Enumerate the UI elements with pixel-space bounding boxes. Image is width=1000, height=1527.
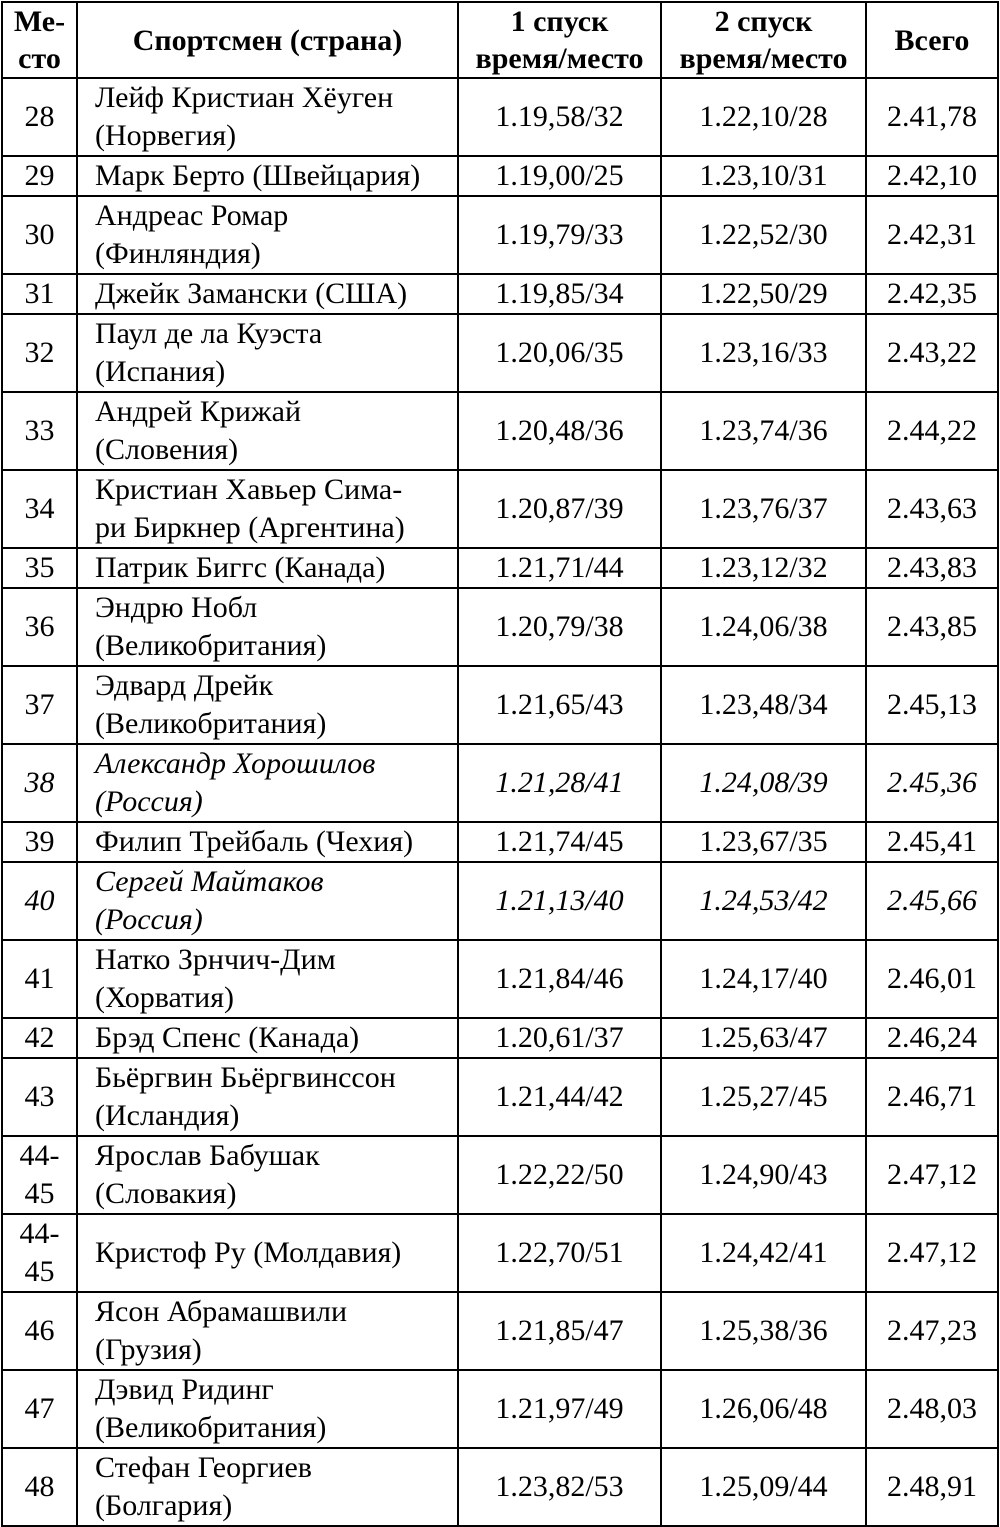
athlete-cell bbox=[77, 314, 458, 392]
athlete-name-line: Натко Зрнчич-Дим bbox=[95, 943, 336, 976]
athlete-cell bbox=[77, 392, 458, 470]
table-row bbox=[2, 156, 998, 196]
total-cell: 2.45,36 bbox=[866, 744, 998, 822]
athlete-name-line: (Россия) bbox=[95, 785, 203, 818]
run2-cell: 1.25,38/36 bbox=[661, 1292, 866, 1370]
athlete-cell bbox=[77, 548, 458, 588]
table-row bbox=[2, 392, 998, 470]
athlete-cell bbox=[77, 1448, 458, 1526]
run2-cell: 1.24,17/40 bbox=[661, 940, 866, 1018]
athlete-name-line: Патрик Биггс (Канада) bbox=[95, 551, 386, 584]
total-cell: 2.46,01 bbox=[866, 940, 998, 1018]
place-cell bbox=[2, 940, 77, 1018]
athlete-name-line: (Финляндия) bbox=[95, 237, 261, 270]
table-row bbox=[2, 1448, 998, 1526]
place-cell bbox=[2, 1370, 77, 1448]
total-cell: 2.46,71 bbox=[866, 1058, 998, 1136]
place-line: 32 bbox=[24, 336, 55, 369]
run2-cell: 1.24,42/41 bbox=[661, 1214, 866, 1292]
run1-cell: 1.19,58/32 bbox=[458, 78, 661, 156]
total-cell: 2.41,78 bbox=[866, 78, 998, 156]
athlete-cell bbox=[77, 666, 458, 744]
athlete-name-line: Сергей Майтаков bbox=[95, 865, 324, 898]
athlete-cell bbox=[77, 156, 458, 196]
athlete-name-line: Александр Хорошилов bbox=[95, 747, 376, 780]
athlete-name-line: Лейф Кристиан Хёуген bbox=[95, 81, 394, 114]
run2-cell: 1.24,90/43 bbox=[661, 1136, 866, 1214]
place-line: 36 bbox=[24, 610, 55, 643]
athlete-cell bbox=[77, 1058, 458, 1136]
place-line: 39 bbox=[24, 825, 55, 858]
run2-cell: 1.23,67/35 bbox=[661, 822, 866, 862]
place-line: 43 bbox=[24, 1080, 55, 1113]
header-run2 bbox=[661, 2, 866, 78]
place-line: 44- bbox=[19, 1139, 60, 1172]
total-cell: 2.42,35 bbox=[866, 274, 998, 314]
table-row bbox=[2, 274, 998, 314]
athlete-name-line: Паул де ла Куэста bbox=[95, 317, 323, 350]
run1-cell: 1.20,87/39 bbox=[458, 470, 661, 548]
place-cell bbox=[2, 78, 77, 156]
athlete-cell bbox=[77, 940, 458, 1018]
athlete-cell bbox=[77, 822, 458, 862]
place-cell bbox=[2, 862, 77, 940]
run2-cell: 1.23,48/34 bbox=[661, 666, 866, 744]
total-cell: 2.42,31 bbox=[866, 196, 998, 274]
athlete-name-line: (Грузия) bbox=[95, 1333, 202, 1366]
place-cell bbox=[2, 822, 77, 862]
table-row bbox=[2, 1136, 998, 1214]
place-line: 30 bbox=[24, 218, 55, 251]
place-line: 41 bbox=[24, 962, 55, 995]
place-line: 47 bbox=[24, 1392, 55, 1425]
place-cell bbox=[2, 1214, 77, 1292]
table-row bbox=[2, 940, 998, 1018]
athlete-cell bbox=[77, 1370, 458, 1448]
athlete-cell bbox=[77, 588, 458, 666]
place-line: 29 bbox=[24, 159, 55, 192]
total-cell: 2.43,85 bbox=[866, 588, 998, 666]
athlete-name-line: ри Биркнер (Аргентина) bbox=[95, 511, 405, 544]
athlete-name-line: (Великобритания) bbox=[95, 1411, 327, 1444]
place-line: 46 bbox=[24, 1314, 55, 1347]
header-athlete: Спортсмен (страна) bbox=[77, 2, 458, 78]
table-row bbox=[2, 822, 998, 862]
athlete-cell bbox=[77, 196, 458, 274]
run2-cell: 1.26,06/48 bbox=[661, 1370, 866, 1448]
table-row bbox=[2, 1214, 998, 1292]
total-cell: 2.48,91 bbox=[866, 1448, 998, 1526]
place-cell bbox=[2, 588, 77, 666]
total-cell: 2.43,63 bbox=[866, 470, 998, 548]
table-row bbox=[2, 314, 998, 392]
run2-cell: 1.23,16/33 bbox=[661, 314, 866, 392]
total-cell: 2.45,41 bbox=[866, 822, 998, 862]
athlete-name-line: Эндрю Нобл bbox=[95, 591, 258, 624]
place-line: 48 bbox=[24, 1470, 55, 1503]
run2-cell: 1.23,74/36 bbox=[661, 392, 866, 470]
run1-cell: 1.21,28/41 bbox=[458, 744, 661, 822]
place-line: 33 bbox=[24, 414, 55, 447]
place-cell bbox=[2, 1136, 77, 1214]
place-line: 45 bbox=[24, 1177, 55, 1210]
place-cell bbox=[2, 1018, 77, 1058]
athlete-cell bbox=[77, 78, 458, 156]
place-line: 37 bbox=[24, 688, 55, 721]
run1-cell: 1.21,71/44 bbox=[458, 548, 661, 588]
athlete-name-line: (Хорватия) bbox=[95, 981, 235, 1014]
run2-cell: 1.23,76/37 bbox=[661, 470, 866, 548]
place-cell bbox=[2, 196, 77, 274]
run1-cell: 1.20,61/37 bbox=[458, 1018, 661, 1058]
place-cell bbox=[2, 548, 77, 588]
header-run1-line-2: время/место bbox=[475, 42, 644, 75]
table-row bbox=[2, 196, 998, 274]
run2-cell: 1.23,10/31 bbox=[661, 156, 866, 196]
header-run1-line-1: 1 спуск bbox=[510, 5, 609, 38]
header-run2-line-2: время/место bbox=[679, 42, 848, 75]
run1-cell: 1.21,13/40 bbox=[458, 862, 661, 940]
header-run2-line-1: 2 спуск bbox=[714, 5, 813, 38]
run2-cell: 1.23,12/32 bbox=[661, 548, 866, 588]
header-place bbox=[2, 2, 77, 78]
total-cell: 2.47,12 bbox=[866, 1136, 998, 1214]
total-cell: 2.47,12 bbox=[866, 1214, 998, 1292]
total-cell: 2.47,23 bbox=[866, 1292, 998, 1370]
place-cell bbox=[2, 666, 77, 744]
athlete-name-line: Ясон Абрамашвили bbox=[95, 1295, 348, 1328]
results-table bbox=[1, 1, 999, 1527]
run1-cell: 1.19,85/34 bbox=[458, 274, 661, 314]
run1-cell: 1.21,84/46 bbox=[458, 940, 661, 1018]
athlete-name-line: (Испания) bbox=[95, 355, 226, 388]
athlete-name-line: Дэвид Ридинг bbox=[95, 1373, 274, 1406]
athlete-name-line: Бьёргвин Бьёргвинссон bbox=[95, 1061, 396, 1094]
total-cell: 2.43,22 bbox=[866, 314, 998, 392]
athlete-cell bbox=[77, 862, 458, 940]
total-cell: 2.46,24 bbox=[866, 1018, 998, 1058]
table-row bbox=[2, 1018, 998, 1058]
place-line: 44- bbox=[19, 1217, 60, 1250]
table-row bbox=[2, 1292, 998, 1370]
header-place-line-2: сто bbox=[18, 42, 61, 75]
place-line: 45 bbox=[24, 1255, 55, 1288]
table-row bbox=[2, 588, 998, 666]
run1-cell: 1.21,74/45 bbox=[458, 822, 661, 862]
table-row bbox=[2, 1058, 998, 1136]
place-cell bbox=[2, 1058, 77, 1136]
run2-cell: 1.25,63/47 bbox=[661, 1018, 866, 1058]
athlete-name-line: Кристоф Ру (Молдавия) bbox=[95, 1236, 402, 1269]
run2-cell: 1.24,08/39 bbox=[661, 744, 866, 822]
total-cell: 2.45,66 bbox=[866, 862, 998, 940]
place-line: 40 bbox=[24, 884, 55, 917]
athlete-name-line: Филип Трейбаль (Чехия) bbox=[95, 825, 414, 858]
run2-cell: 1.24,53/42 bbox=[661, 862, 866, 940]
run1-cell: 1.21,97/49 bbox=[458, 1370, 661, 1448]
table-row bbox=[2, 470, 998, 548]
athlete-name-line: (Исландия) bbox=[95, 1099, 240, 1132]
results-body bbox=[2, 78, 998, 1526]
place-line: 31 bbox=[24, 277, 55, 310]
place-line: 34 bbox=[24, 492, 55, 525]
athlete-name-line: (Болгария) bbox=[95, 1489, 233, 1522]
run1-cell: 1.20,48/36 bbox=[458, 392, 661, 470]
run1-cell: 1.23,82/53 bbox=[458, 1448, 661, 1526]
run1-cell: 1.21,44/42 bbox=[458, 1058, 661, 1136]
place-line: 38 bbox=[24, 766, 55, 799]
header-row bbox=[2, 2, 998, 78]
athlete-name-line: (Словения) bbox=[95, 433, 239, 466]
athlete-cell bbox=[77, 274, 458, 314]
header-total: Всего bbox=[866, 2, 998, 78]
table-row bbox=[2, 744, 998, 822]
athlete-name-line: (Россия) bbox=[95, 903, 203, 936]
place-line: 28 bbox=[24, 100, 55, 133]
run2-cell: 1.24,06/38 bbox=[661, 588, 866, 666]
athlete-name-line: Стефан Георгиев bbox=[95, 1451, 312, 1484]
athlete-name-line: (Норвегия) bbox=[95, 119, 237, 152]
run2-cell: 1.25,09/44 bbox=[661, 1448, 866, 1526]
table-row bbox=[2, 1370, 998, 1448]
table-row bbox=[2, 548, 998, 588]
total-cell: 2.45,13 bbox=[866, 666, 998, 744]
table-row bbox=[2, 666, 998, 744]
athlete-name-line: Брэд Спенс (Канада) bbox=[95, 1021, 360, 1054]
run2-cell: 1.22,10/28 bbox=[661, 78, 866, 156]
place-cell bbox=[2, 156, 77, 196]
place-cell bbox=[2, 392, 77, 470]
run2-cell: 1.22,50/29 bbox=[661, 274, 866, 314]
run1-cell: 1.20,06/35 bbox=[458, 314, 661, 392]
place-cell bbox=[2, 1292, 77, 1370]
run1-cell: 1.21,65/43 bbox=[458, 666, 661, 744]
run2-cell: 1.25,27/45 bbox=[661, 1058, 866, 1136]
athlete-cell bbox=[77, 1136, 458, 1214]
place-cell bbox=[2, 314, 77, 392]
athlete-cell bbox=[77, 470, 458, 548]
total-cell: 2.48,03 bbox=[866, 1370, 998, 1448]
place-cell bbox=[2, 274, 77, 314]
athlete-name-line: Джейк Замански (США) bbox=[95, 277, 408, 310]
run1-cell: 1.19,79/33 bbox=[458, 196, 661, 274]
place-line: 42 bbox=[24, 1021, 55, 1054]
place-line: 35 bbox=[24, 551, 55, 584]
run1-cell: 1.21,85/47 bbox=[458, 1292, 661, 1370]
table-row bbox=[2, 78, 998, 156]
athlete-cell bbox=[77, 1018, 458, 1058]
athlete-name-line: Ярослав Бабушак bbox=[95, 1139, 320, 1172]
athlete-name-line: Андреас Ромар bbox=[95, 199, 289, 232]
athlete-cell bbox=[77, 1214, 458, 1292]
athlete-name-line: (Словакия) bbox=[95, 1177, 237, 1210]
total-cell: 2.44,22 bbox=[866, 392, 998, 470]
athlete-name-line: Эдвард Дрейк bbox=[95, 669, 274, 702]
run1-cell: 1.20,79/38 bbox=[458, 588, 661, 666]
place-cell bbox=[2, 470, 77, 548]
athlete-name-line: (Великобритания) bbox=[95, 707, 327, 740]
total-cell: 2.43,83 bbox=[866, 548, 998, 588]
athlete-name-line: Кристиан Хавьер Сима- bbox=[95, 473, 403, 506]
athlete-cell bbox=[77, 1292, 458, 1370]
run1-cell: 1.22,70/51 bbox=[458, 1214, 661, 1292]
athlete-name-line: Марк Берто (Швейцария) bbox=[95, 159, 421, 192]
header-place-line-1: Ме- bbox=[13, 5, 66, 38]
athlete-name-line: (Великобритания) bbox=[95, 629, 327, 662]
place-cell bbox=[2, 1448, 77, 1526]
run1-cell: 1.19,00/25 bbox=[458, 156, 661, 196]
total-cell: 2.42,10 bbox=[866, 156, 998, 196]
athlete-name-line: Андрей Крижай bbox=[95, 395, 302, 428]
place-cell bbox=[2, 744, 77, 822]
header-run1 bbox=[458, 2, 661, 78]
run1-cell: 1.22,22/50 bbox=[458, 1136, 661, 1214]
table-row bbox=[2, 862, 998, 940]
athlete-cell bbox=[77, 744, 458, 822]
run2-cell: 1.22,52/30 bbox=[661, 196, 866, 274]
